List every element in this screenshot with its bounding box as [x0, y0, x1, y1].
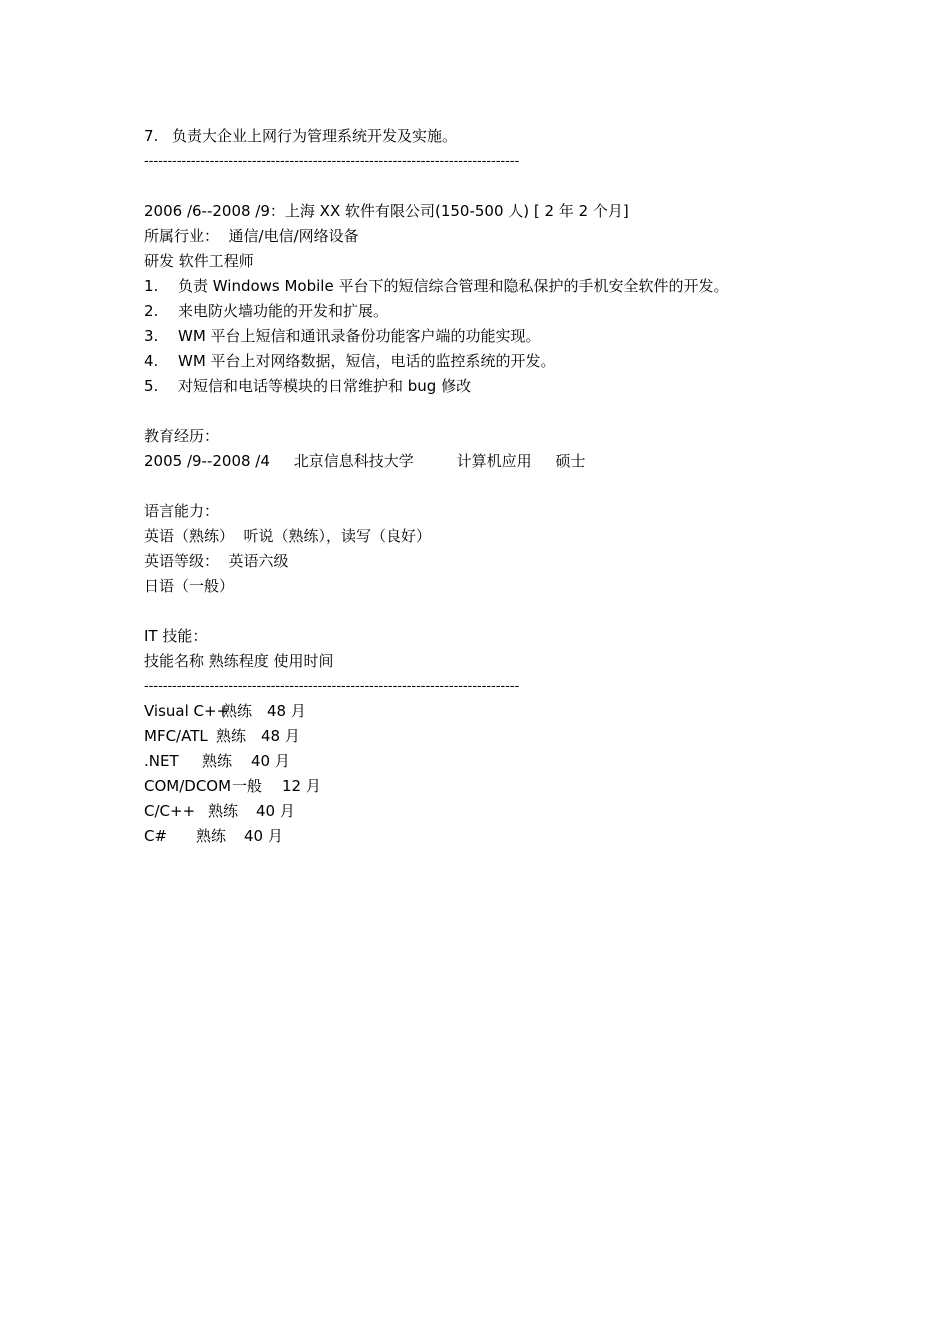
- skill-level: 熟练: [208, 802, 239, 820]
- duty-item-7: [144, 124, 844, 149]
- item-number: 7.: [144, 127, 159, 145]
- skill-row: [144, 774, 844, 799]
- duty-item-2: [144, 299, 844, 324]
- skill-level: 熟练: [222, 702, 253, 720]
- resume-content: [144, 124, 844, 849]
- item-number: 4.: [144, 352, 159, 370]
- skill-time: 40 月: [244, 827, 283, 845]
- skill-time: 40 月: [251, 752, 290, 770]
- education-heading: 教育经历：: [144, 427, 220, 445]
- it-skills-heading: IT 技能：: [144, 627, 208, 645]
- language-heading: 语言能力：: [144, 502, 220, 520]
- skill-name: .NET: [144, 752, 179, 770]
- divider-line: --------------------------------------------------------------------------------: [144, 154, 520, 169]
- job-industry: 所属行业： 通信/电信/网络设备: [144, 227, 359, 245]
- language-line-english: 英语（熟练） 听说（熟练），读写（良好）: [144, 527, 432, 545]
- job-header: 2006 /6--2008 /9：上海 XX 软件有限公司(150-500 人) [ 2 年 2 个月]: [144, 202, 629, 220]
- skill-time: 48 月: [261, 727, 300, 745]
- item-text: 负责大企业上网行为管理系统开发及实施。: [172, 127, 458, 145]
- duty-item-3: [144, 324, 844, 349]
- skill-name: C#: [144, 827, 168, 845]
- duty-item-4: [144, 349, 844, 374]
- skill-row: [144, 824, 844, 849]
- skill-row: [144, 724, 844, 749]
- spacer: [144, 399, 844, 424]
- item-number: 1.: [144, 277, 159, 295]
- duty-item-1: [144, 274, 844, 299]
- item-number: 3.: [144, 327, 159, 345]
- spacer: [144, 474, 844, 499]
- skill-name: MFC/ATL: [144, 727, 208, 745]
- skill-level: 熟练: [216, 727, 247, 745]
- item-number: 5.: [144, 377, 159, 395]
- language-line-japanese: 日语（一般）: [144, 577, 235, 595]
- skill-time: 40 月: [256, 802, 295, 820]
- skill-time: 48 月: [267, 702, 306, 720]
- skill-row: [144, 699, 844, 724]
- divider-line: --------------------------------------------------------------------------------: [144, 679, 520, 694]
- skill-name: COM/DCOM: [144, 777, 232, 795]
- skill-row: [144, 799, 844, 824]
- job-position: 研发 软件工程师: [144, 252, 254, 270]
- skill-level: 一般: [232, 777, 263, 795]
- item-text: 来电防火墙功能的开发和扩展。: [178, 302, 389, 320]
- item-text: WM 平台上短信和通讯录备份功能客户端的功能实现。: [178, 327, 541, 345]
- skill-level: 熟练: [196, 827, 227, 845]
- skill-row: [144, 749, 844, 774]
- spacer: [144, 599, 844, 624]
- skill-name: C/C++: [144, 802, 196, 820]
- spacer: [144, 174, 844, 199]
- item-text: WM 平台上对网络数据，短信，电话的监控系统的开发。: [178, 352, 556, 370]
- item-text: 对短信和电话等模块的日常维护和 bug 修改: [178, 377, 472, 395]
- item-number: 2.: [144, 302, 159, 320]
- skill-time: 12 月: [282, 777, 321, 795]
- skill-name: Visual C++: [144, 702, 230, 720]
- education-entry: 2005 /9--2008 /4 北京信息科技大学 计算机应用 硕士: [144, 452, 586, 470]
- duty-item-5: [144, 374, 844, 399]
- it-skills-columns: 技能名称 熟练程度 使用时间: [144, 652, 334, 670]
- item-text: 负责 Windows Mobile 平台下的短信综合管理和隐私保护的手机安全软件的开发。: [178, 277, 729, 295]
- language-line-english-level: 英语等级： 英语六级: [144, 552, 289, 570]
- skill-level: 熟练: [202, 752, 233, 770]
